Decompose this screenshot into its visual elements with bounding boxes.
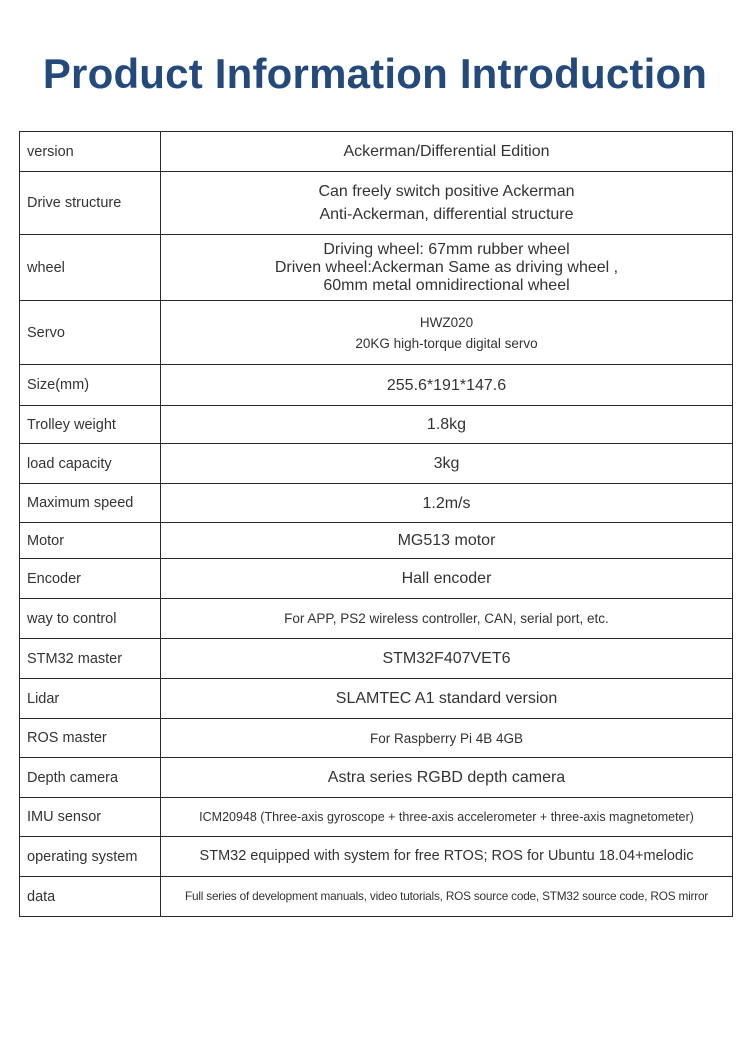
row-value: [161, 444, 733, 484]
row-value: [161, 719, 733, 758]
spec-table: [19, 131, 733, 917]
page-title: Product Information Introduction: [42, 50, 708, 97]
table-row: [20, 235, 733, 301]
value-line: Full series of development manuals, video tutorials, ROS source code, STM32 source code, ROS mirror: [184, 889, 709, 903]
row-label: Servo: [20, 301, 161, 365]
row-label: Trolley weight: [20, 406, 161, 444]
row-label: Maximum speed: [20, 484, 161, 523]
table-row: [20, 406, 733, 444]
row-label: load capacity: [20, 444, 161, 484]
value-line: MG513 motor: [397, 532, 496, 549]
table-row: [20, 484, 733, 523]
row-value: [161, 365, 733, 406]
row-value: [161, 523, 733, 559]
row-value: [161, 639, 733, 679]
row-label: version: [20, 132, 161, 172]
value-line: For APP, PS2 wireless controller, CAN, serial port, etc.: [284, 611, 609, 626]
table-row: [20, 719, 733, 758]
value-line: 60mm metal omnidirectional wheel: [323, 276, 570, 294]
value-line: Driven wheel:Ackerman Same as driving wheel ,: [274, 258, 619, 276]
row-value: [161, 758, 733, 798]
table-row: [20, 758, 733, 798]
table-row: [20, 523, 733, 559]
row-value: [161, 599, 733, 639]
row-value: [161, 484, 733, 523]
row-value: [161, 301, 733, 365]
table-row: [20, 639, 733, 679]
value-line: For Raspberry Pi 4B 4GB: [369, 730, 524, 746]
table-row: [20, 798, 733, 837]
value-line: Can freely switch positive Ackerman: [318, 183, 575, 200]
row-value: [161, 798, 733, 837]
value-line: SLAMTEC A1 standard version: [335, 690, 558, 707]
value-line: 1.2m/s: [422, 494, 471, 512]
row-label: Motor: [20, 523, 161, 559]
row-label: Lidar: [20, 679, 161, 719]
table-row: [20, 444, 733, 484]
row-label: way to control: [20, 599, 161, 639]
table-row: [20, 559, 733, 599]
row-label: Drive structure: [20, 172, 161, 235]
row-label: data: [20, 877, 161, 917]
value-line: HWZ020: [419, 314, 474, 330]
row-value: [161, 235, 733, 301]
row-label: Size(mm): [20, 365, 161, 406]
value-line: Astra series RGBD depth camera: [327, 769, 566, 786]
table-row: [20, 599, 733, 639]
row-value: [161, 679, 733, 719]
table-row: [20, 301, 733, 365]
value-line: 255.6*191*147.6: [386, 376, 507, 394]
row-label: IMU sensor: [20, 798, 161, 837]
row-value: [161, 132, 733, 172]
value-line: Ackerman/Differential Edition: [343, 143, 550, 160]
value-line: 3kg: [433, 455, 460, 472]
row-label: ROS master: [20, 719, 161, 758]
table-row: [20, 132, 733, 172]
value-line: 1.8kg: [426, 416, 467, 433]
row-value: [161, 559, 733, 599]
row-value: [161, 877, 733, 917]
row-label: operating system: [20, 837, 161, 877]
value-line: 20KG high-torque digital servo: [355, 335, 538, 351]
value-line: ICM20948 (Three-axis gyroscope + three-axis accelerometer + three-axis magnetometer): [199, 809, 694, 824]
row-label: Encoder: [20, 559, 161, 599]
table-row: [20, 365, 733, 406]
value-line: Hall encoder: [401, 570, 492, 587]
row-value: [161, 406, 733, 444]
value-line: Anti-Ackerman, differential structure: [319, 206, 574, 223]
row-value: [161, 837, 733, 877]
row-label: STM32 master: [20, 639, 161, 679]
value-line: STM32 equipped with system for free RTOS; ROS for Ubuntu 18.04+melodic: [199, 848, 694, 864]
value-line: STM32F407VET6: [382, 650, 511, 667]
table-row: [20, 172, 733, 235]
row-label: Depth camera: [20, 758, 161, 798]
table-row: [20, 877, 733, 917]
row-value: [161, 172, 733, 235]
table-row: [20, 837, 733, 877]
table-row: [20, 679, 733, 719]
row-label: wheel: [20, 235, 161, 301]
value-line: Driving wheel: 67mm rubber wheel: [323, 240, 570, 258]
